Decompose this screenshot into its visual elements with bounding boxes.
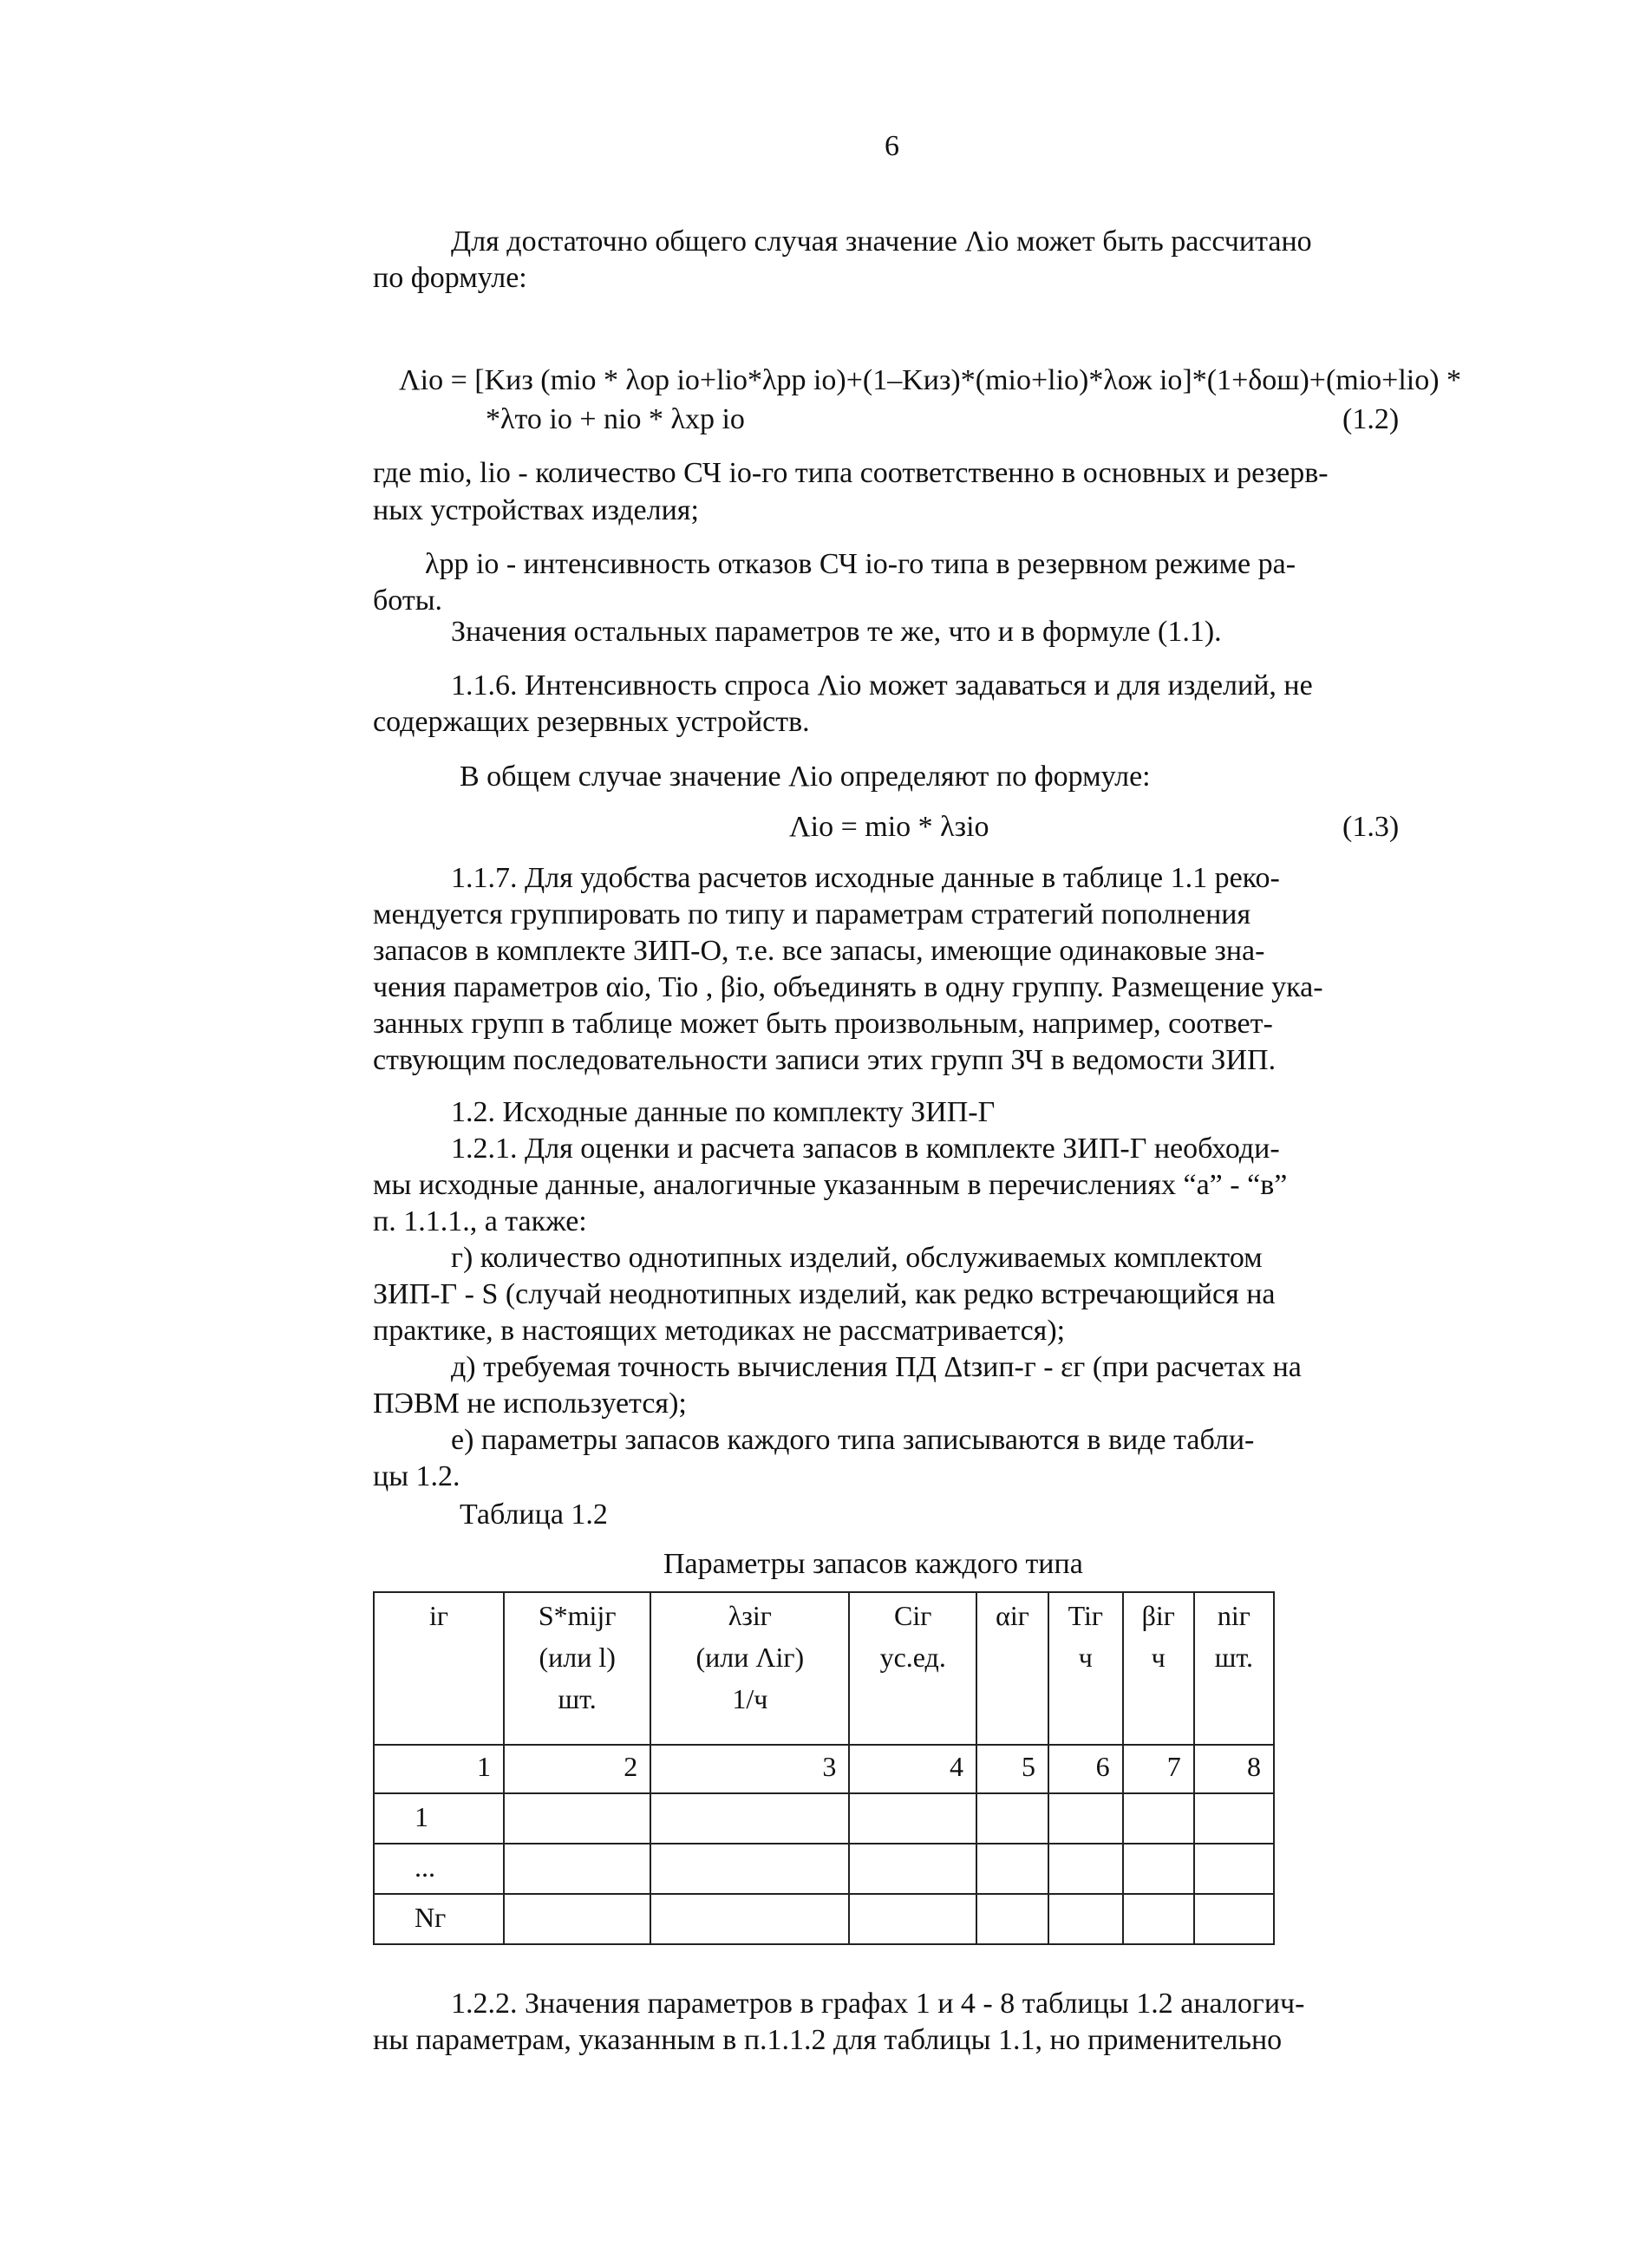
table-cell: ... xyxy=(374,1844,504,1894)
column-number: 3 xyxy=(650,1745,849,1793)
table-cell xyxy=(1123,1844,1194,1894)
table-caption: Параметры запасов каждого типа xyxy=(663,1548,1083,1580)
formula-1-3-number: (1.3) xyxy=(1342,811,1400,843)
header-cell-lambda: λзiг (или Λiг) 1/ч xyxy=(650,1592,849,1745)
column-number: 1 xyxy=(374,1745,504,1793)
column-number: 6 xyxy=(1048,1745,1123,1793)
p122-line-2: ны параметрам, указанным в п.1.1.2 для таблицы 1.1, но применительно xyxy=(373,2024,1283,2056)
item-e-line-2: цы 1.2. xyxy=(373,1460,460,1492)
column-number: 5 xyxy=(976,1745,1048,1793)
item-g-line-2: ЗИП-Г - S (случай неоднотипных изделий, как редко встречающийся на xyxy=(373,1278,1276,1310)
header-cell-ig: iг xyxy=(374,1592,504,1745)
table-cell: 1 xyxy=(374,1793,504,1844)
table-cell xyxy=(504,1793,650,1844)
table-cell xyxy=(976,1844,1048,1894)
table-cell: Nг xyxy=(374,1894,504,1944)
item-g-line-3: практике, в настоящих методиках не рассматривается); xyxy=(373,1315,1066,1347)
item-d-line-1: д) требуемая точность вычисления ПД Δtзип-г - εг (при расчетах на xyxy=(451,1351,1302,1383)
table-cell xyxy=(1123,1894,1194,1944)
table-row xyxy=(374,1793,1274,1844)
lambda-line-2: боты. xyxy=(373,584,443,617)
table-header-row xyxy=(374,1592,1274,1745)
header-cell-smijg: S*mijг (или l) шт. xyxy=(504,1592,650,1745)
table-cell xyxy=(1194,1844,1274,1894)
p117-line-6: ствующим последовательности записи этих групп ЗЧ в ведомости ЗИП. xyxy=(373,1044,1277,1076)
table-row xyxy=(374,1844,1274,1894)
item-g-line-1: г) количество однотипных изделий, обслуживаемых комплектом xyxy=(451,1242,1263,1274)
table-row xyxy=(374,1894,1274,1944)
table-cell xyxy=(1048,1793,1123,1844)
item-e-line-1: е) параметры запасов каждого типа записываются в виде табли- xyxy=(451,1424,1255,1456)
p116-line-1: 1.1.6. Интенсивность спроса Λio может задаваться и для изделий, не xyxy=(451,669,1313,702)
formula-1-3: Λio = mio * λзio xyxy=(789,811,989,843)
column-number: 8 xyxy=(1194,1745,1274,1793)
table-cell xyxy=(1048,1844,1123,1894)
table-column-numbers-row xyxy=(374,1745,1274,1793)
formula-1-2-line-1: Λio = [Kиз (mio * λор io+lio*λрр io)+(1–Kиз)*(mio+lio)*λож io]*(1+δош)+(mio+lio) * xyxy=(399,364,1462,396)
table-cell xyxy=(1123,1793,1194,1844)
table-cell xyxy=(504,1844,650,1894)
p12-title: 1.2. Исходные данные по комплекту ЗИП-Г xyxy=(451,1096,996,1128)
table-cell xyxy=(1194,1793,1274,1844)
table-cell xyxy=(650,1793,849,1844)
p117-line-3: запасов в комплекте ЗИП-О, т.е. все запасы, имеющие одинаковые зна- xyxy=(373,935,1265,967)
p117-line-1: 1.1.7. Для удобства расчетов исходные данные в таблице 1.1 реко- xyxy=(451,862,1280,894)
p116-line-2: содержащих резервных устройств. xyxy=(373,706,810,738)
table-cell xyxy=(976,1894,1048,1944)
column-number: 4 xyxy=(849,1745,976,1793)
table-cell xyxy=(849,1844,976,1894)
lambda-line-1: λрр io - интенсивность отказов СЧ io-го типа в резервном режиме ра- xyxy=(425,548,1296,580)
page-number: 6 xyxy=(885,130,899,162)
header-cell-tig: Tiг ч xyxy=(1048,1592,1123,1745)
item-d-line-2: ПЭВМ не используется); xyxy=(373,1387,687,1420)
table-cell xyxy=(976,1793,1048,1844)
header-cell-beta: βiг ч xyxy=(1123,1592,1194,1745)
p121-line-2: мы исходные данные, аналогичные указанным в перечислениях “а” - “в” xyxy=(373,1169,1288,1201)
p117-line-4: чения параметров αio, Tio , βio, объединять в одну группу. Размещение ука- xyxy=(373,971,1323,1003)
formula-1-2-line-2: *λто io + nio * λхр io xyxy=(486,403,745,435)
table-cell xyxy=(650,1844,849,1894)
table-cell xyxy=(650,1894,849,1944)
intro-line-1: Для достаточно общего случая значение Λio может быть рассчитано xyxy=(451,225,1312,258)
header-cell-alpha: αiг xyxy=(976,1592,1048,1745)
general-case: В общем случае значение Λio определяют по формуле: xyxy=(460,761,1151,793)
formula-1-2-number: (1.2) xyxy=(1342,403,1400,435)
table-cell xyxy=(1048,1894,1123,1944)
where-line-1: где mio, lio - количество СЧ io-го типа соответственно в основных и резерв- xyxy=(373,457,1329,489)
p121-line-3: п. 1.1.1., а также: xyxy=(373,1205,587,1237)
table-cell xyxy=(849,1894,976,1944)
where-line-2: ных устройствах изделия; xyxy=(373,494,699,526)
p117-line-2: мендуется группировать по типу и параметрам стратегий пополнения xyxy=(373,898,1251,930)
intro-line-2: по формуле: xyxy=(373,262,527,294)
p122-line-1: 1.2.2. Значения параметров в графах 1 и 4 - 8 таблицы 1.2 аналогич- xyxy=(451,1988,1305,2020)
table-cell xyxy=(504,1894,650,1944)
parameters-table xyxy=(373,1591,1275,1945)
header-cell-cig: Ciг ус.ед. xyxy=(849,1592,976,1745)
table-cell xyxy=(1194,1894,1274,1944)
rest-params: Значения остальных параметров те же, что и в формуле (1.1). xyxy=(451,616,1222,648)
p117-line-5: занных групп в таблице может быть произвольным, например, соответ- xyxy=(373,1008,1273,1040)
header-cell-nig: niг шт. xyxy=(1194,1592,1274,1745)
column-number: 7 xyxy=(1123,1745,1194,1793)
table-label: Таблица 1.2 xyxy=(460,1498,608,1531)
column-number: 2 xyxy=(504,1745,650,1793)
p121-line-1: 1.2.1. Для оценки и расчета запасов в комплекте ЗИП-Г необходи- xyxy=(451,1133,1280,1165)
table-cell xyxy=(849,1793,976,1844)
